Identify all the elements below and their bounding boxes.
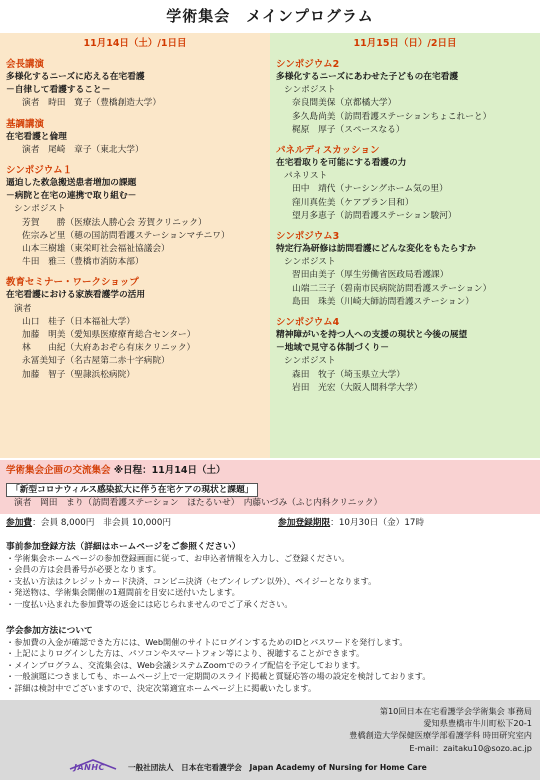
day2-heading: 11月15日（日）/2日目: [353, 38, 457, 49]
day1-section-line: 山口 桂子（日本福祉大学）: [22, 316, 135, 327]
day2-section-line: 特定行為研修は訪問看護にどんな変化をもたらすか: [276, 244, 476, 255]
day2-section-line: シンポジスト: [284, 356, 336, 367]
footer: [0, 700, 540, 780]
day1-sections: [6, 58, 264, 382]
day1-section-line: 山本三樹雄（東栄町社会福祉協議会）: [22, 244, 170, 255]
day1-section-title: 会長講演: [6, 59, 45, 70]
day2-section-line: 習田由美子（厚生労働省医政局看護課）: [292, 270, 449, 281]
participation-list: [6, 637, 536, 694]
day2-section-line: 梶原 厚子（スペースなる）: [292, 124, 405, 135]
footer-line: 第10回日本在宅看護学会学術集会 事務局: [379, 706, 532, 716]
day1-heading: 11月14日（土）/1日目: [83, 38, 187, 49]
participation-item: ・メインプログラム、交流集会は、Web会議システムZoomでのライブ配信を予定しております。: [6, 659, 365, 670]
day1-section-line: －病院と在宅の連携で取り組む－: [6, 191, 137, 202]
registration-item: ・支払い方法はクレジットカード決済、コンビニ決済（セブンイレブン以外）、ペイジーとなります。: [6, 575, 377, 586]
exchange-meeting: [0, 460, 540, 514]
registration-item: ・発送物は、学術集会開催の1週間前を目安に送付いたします。: [6, 587, 240, 598]
day2-section-line: 奈良間美保（京都橘大学）: [292, 98, 397, 109]
day1-section-line: －自律して看護すること－: [6, 85, 111, 96]
participation-item: ・上記によりログインした方は、パソコンやスマートフォン等により、視聴することができます。: [6, 648, 365, 659]
registration-heading: 事前参加登録方法（詳細はホームページをご参照ください）: [6, 542, 241, 552]
day1-section-line: 加藤 智子（聖隷浜松病院）: [22, 369, 135, 380]
day2-section-line: －地域で見守る体制づくり－: [276, 343, 389, 354]
footer-line: E-mail：zaitaku10@sozo.ac.jp: [409, 742, 532, 753]
day1-section-title: シンポジウム１: [6, 165, 73, 177]
logo-text: JANHC: [74, 763, 105, 772]
day1-section-line: 林 由紀（大府あおぞら有床クリニック）: [22, 343, 196, 354]
day1-column: [0, 33, 270, 458]
day2-section-line: 島田 珠美（川崎大師訪問看護ステーション）: [292, 296, 474, 307]
day1-section-line: 逼迫した救急搬送患者増加の課題: [6, 178, 137, 189]
day1-section-line: 永冨美知子（名古屋第二赤十字病院）: [22, 356, 170, 367]
day2-section-line: 精神障がいを持つ人への支援の現状と今後の展望: [276, 330, 468, 341]
day1-section-line: 牛田 雅三（豊橋市消防本部）: [22, 257, 144, 268]
page-title: 学術集会 メインプログラム: [166, 7, 374, 25]
day1-section-line: 芳賀 勝（医療法人勝心会 芳賀クリニック）: [22, 217, 207, 228]
registration-item: ・会員の方は会員番号が必要となります。: [6, 564, 161, 575]
fee-text: ：会員 8,000円 非会員 10,000円: [32, 518, 172, 528]
participation-heading: 学会参加方法について: [6, 626, 93, 636]
day2-section-title: シンポジウム3: [276, 231, 340, 243]
day2-section-title: パネルディスカッション: [276, 145, 380, 157]
day2-section-line: 多様化するニーズにあわせた子どもの在宅看護: [276, 72, 459, 82]
day1-section-line: 演者 尾崎 章子（東北大学）: [22, 144, 144, 155]
day2-section-line: パネリスト: [284, 171, 328, 182]
day1-section-line: 演者 時田 寛子（豊橋創造大学）: [22, 98, 161, 109]
exchange-title: 学術集会企画の交流集会: [6, 465, 111, 476]
day2-section-line: 森田 牧子（埼玉県立大学）: [292, 369, 405, 380]
day1-section-line: 在宅看護と倫理: [6, 131, 67, 142]
day2-section-line: 在宅看取りを可能にする看護の力: [276, 158, 407, 169]
day2-section-line: 田中 靖代（ナーシングホーム気の里）: [292, 184, 448, 195]
fees-row: [6, 516, 536, 530]
day2-section-line: 窪川真佐美（ケアプラン目和）: [292, 197, 414, 208]
day2-section-title: シンポジウム4: [276, 317, 340, 329]
day1-section-title: 教育セミナー・ワークショップ: [6, 277, 139, 289]
day2-section-line: 望月多恵子（訪問看護ステーション駿河）: [292, 210, 457, 221]
day2-section-line: 多久島尚美（訪問看護ステーションちょこれーと）: [292, 111, 492, 122]
exchange-speakers: 演者 岡田 まり（訪問看護ステーション ほたるいせ） 内藤いづみ（ふじ内科クリニック）: [14, 498, 383, 508]
day2-section-line: 山端二三子（碧南市民病院訪問看護ステーション）: [292, 283, 492, 294]
exchange-heading: [6, 464, 534, 477]
org-line: 一般社団法人 日本在宅看護学会 Japan Academy of Nursing for Home Care: [128, 763, 427, 772]
day1-section-line: 演者: [14, 303, 32, 314]
deadline-label: 参加登録期限: [278, 518, 331, 528]
day1-section-line: 在宅看護における家族看護学の活用: [6, 290, 145, 301]
footer-line: 豊橋創造大学保健医療学部看護学科 時田研究室内: [349, 730, 532, 741]
footer-address: [349, 705, 532, 754]
day1-section-line: シンポジスト: [14, 204, 66, 215]
footer-line: 愛知県豊橋市牛川町松下20-1: [423, 718, 532, 729]
janhc-logo: [68, 758, 118, 776]
exchange-theme: 「新型コロナウィルス感染拡大に伴う在宅ケアの現状と課題」: [6, 483, 258, 497]
deadline-text: ：10月30日（金）17時: [330, 518, 425, 528]
day2-sections: [276, 58, 534, 395]
day2-section-line: シンポジスト: [284, 85, 336, 96]
registration-item: ・一度払い込まれた参加費等の返金には応じられませんのでご了承ください。: [6, 598, 293, 609]
exchange-date: ※日程：11月14日（土）: [113, 465, 226, 476]
participation-item: ・詳細は検討中でございますので、決定次第適宜ホームページ上に掲載いたします。: [6, 682, 317, 693]
day1-section-line: 加藤 明美（愛知県医療療育総合センター）: [22, 330, 196, 341]
day1-section-line: 佐宗みど里（穂の国訪問看護ステーションマチニワ）: [22, 230, 230, 241]
day2-section-line: 岩田 光宏（大阪人間科学大学）: [292, 382, 423, 393]
registration-list: [6, 553, 536, 610]
participation-info: [6, 625, 536, 694]
day2-column: [270, 33, 540, 458]
registration-info: [6, 541, 536, 610]
day2-section-line: シンポジスト: [284, 257, 336, 268]
fee-label: 参加費: [6, 518, 33, 528]
participation-item: ・一般演題につきましても、ホームページ上で一定期間のスライド掲載と質疑応答の場の設定を検討しております。: [6, 671, 431, 682]
registration-item: ・学術集会ホームページの参加登録画面に従って、お申込者情報を入力し、ご登録ください。: [6, 553, 350, 563]
day1-section-line: 多様化するニーズに応える在宅看護: [6, 72, 145, 82]
day2-section-title: シンポジウム2: [276, 59, 340, 70]
day1-section-title: 基調講演: [6, 118, 45, 130]
participation-item: ・参加費の入金が確認できた方には、Web開催のサイトにログインするためのIDとパスワードを発行します。: [6, 637, 408, 647]
